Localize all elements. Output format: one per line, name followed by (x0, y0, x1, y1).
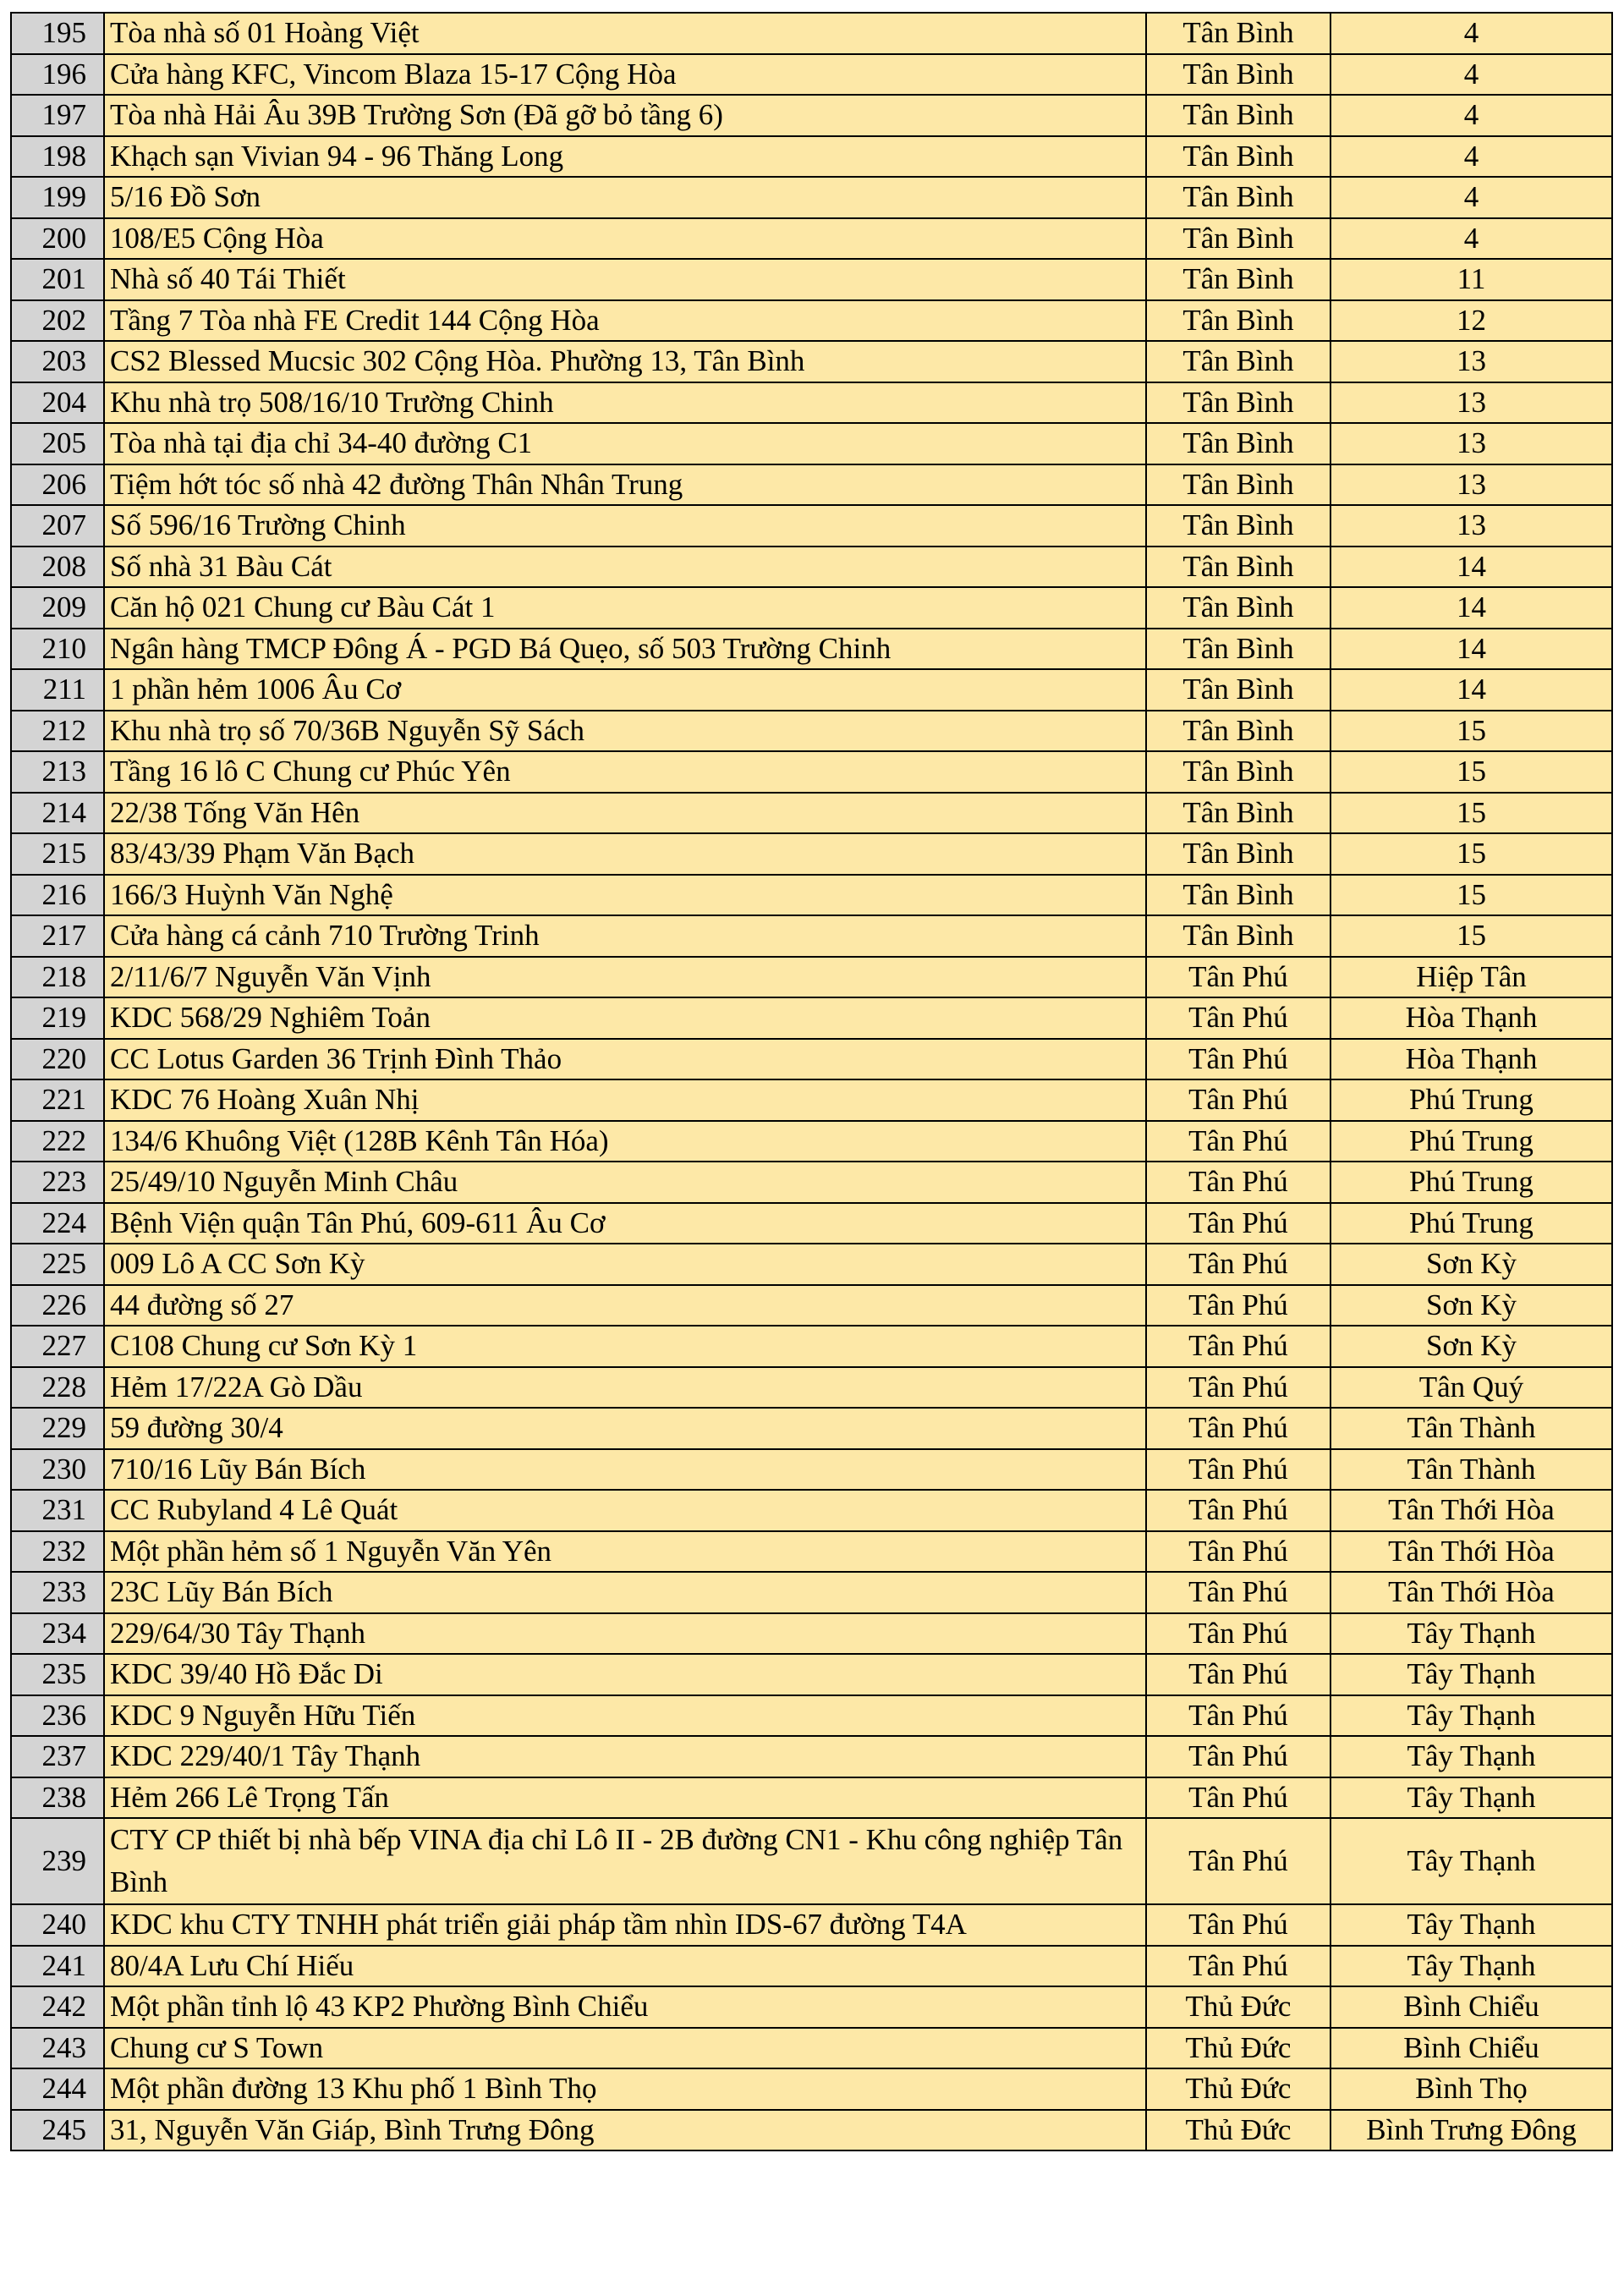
district-cell: Tân Phú (1146, 997, 1330, 1039)
row-number-cell: 226 (11, 1285, 104, 1327)
table-row (11, 300, 1612, 342)
district-cell: Tân Phú (1146, 1736, 1330, 1777)
row-number-cell: 200 (11, 218, 104, 260)
district-cell: Tân Bình (1146, 833, 1330, 875)
address-cell: Chung cư S Town (104, 2028, 1146, 2069)
table-row (11, 382, 1612, 424)
ward-cell: Bình Chiểu (1330, 2028, 1612, 2069)
row-number-cell: 212 (11, 711, 104, 752)
ward-cell: 14 (1330, 547, 1612, 588)
table-row (11, 957, 1612, 998)
district-cell: Tân Phú (1146, 1326, 1330, 1367)
address-cell: Hẻm 17/22A Gò Dầu (104, 1367, 1146, 1409)
table-row (11, 1986, 1612, 2028)
district-cell: Tân Phú (1146, 1449, 1330, 1491)
address-cell: 80/4A Lưu Chí Hiếu (104, 1946, 1146, 1987)
address-cell: 22/38 Tống Văn Hên (104, 793, 1146, 834)
row-number-cell: 231 (11, 1490, 104, 1531)
table-row (11, 13, 1612, 54)
address-cell: Khu nhà trọ 508/16/10 Trường Chinh (104, 382, 1146, 424)
ward-cell: Tân Thới Hòa (1330, 1490, 1612, 1531)
district-cell: Tân Phú (1146, 1121, 1330, 1162)
address-cell: C108 Chung cư Sơn Kỳ 1 (104, 1326, 1146, 1367)
district-cell: Tân Bình (1146, 669, 1330, 711)
table-row (11, 2028, 1612, 2069)
table-row (11, 1367, 1612, 1409)
ward-cell: Tây Thạnh (1330, 1654, 1612, 1695)
row-number-cell: 228 (11, 1367, 104, 1409)
district-cell: Tân Bình (1146, 382, 1330, 424)
district-cell: Tân Bình (1146, 464, 1330, 506)
table-row (11, 711, 1612, 752)
row-number-cell: 239 (11, 1818, 104, 1904)
table-row (11, 505, 1612, 547)
ward-cell: Hiệp Tân (1330, 957, 1612, 998)
table-row (11, 669, 1612, 711)
ward-cell: 4 (1330, 95, 1612, 136)
row-number-cell: 242 (11, 1986, 104, 2028)
address-cell: 59 đường 30/4 (104, 1408, 1146, 1449)
address-cell: Cửa hàng KFC, Vincom Blaza 15-17 Cộng Hòa (104, 54, 1146, 96)
ward-cell: 13 (1330, 341, 1612, 382)
ward-cell: Bình Trưng Đông (1330, 2110, 1612, 2151)
ward-cell: 15 (1330, 751, 1612, 793)
row-number-cell: 210 (11, 629, 104, 670)
district-cell: Tân Bình (1146, 505, 1330, 547)
address-cell: Khạch sạn Vivian 94 - 96 Thăng Long (104, 136, 1146, 178)
district-cell: Tân Bình (1146, 875, 1330, 916)
row-number-cell: 227 (11, 1326, 104, 1367)
row-number-cell: 243 (11, 2028, 104, 2069)
address-cell: Số 596/16 Trường Chinh (104, 505, 1146, 547)
ward-cell: 4 (1330, 13, 1612, 54)
table-row (11, 833, 1612, 875)
ward-cell: 15 (1330, 875, 1612, 916)
district-cell: Tân Phú (1146, 1777, 1330, 1819)
table-row (11, 997, 1612, 1039)
ward-cell: 11 (1330, 259, 1612, 300)
row-number-cell: 233 (11, 1572, 104, 1613)
ward-cell: Sơn Kỳ (1330, 1326, 1612, 1367)
table-row (11, 1244, 1612, 1285)
row-number-cell: 209 (11, 587, 104, 629)
district-cell: Tân Bình (1146, 218, 1330, 260)
address-cell: 166/3 Huỳnh Văn Nghệ (104, 875, 1146, 916)
row-number-cell: 229 (11, 1408, 104, 1449)
district-cell: Tân Phú (1146, 1490, 1330, 1531)
table-row (11, 587, 1612, 629)
row-number-cell: 211 (11, 669, 104, 711)
district-cell: Tân Bình (1146, 793, 1330, 834)
ward-cell: 12 (1330, 300, 1612, 342)
address-cell: Tầng 7 Tòa nhà FE Credit 144 Cộng Hòa (104, 300, 1146, 342)
ward-cell: 13 (1330, 382, 1612, 424)
table-row (11, 2068, 1612, 2110)
ward-cell: 4 (1330, 177, 1612, 218)
table-row (11, 1654, 1612, 1695)
table-row (11, 1326, 1612, 1367)
row-number-cell: 235 (11, 1654, 104, 1695)
row-number-cell: 207 (11, 505, 104, 547)
row-number-cell: 240 (11, 1904, 104, 1946)
table-row (11, 136, 1612, 178)
table-row (11, 95, 1612, 136)
ward-cell: 15 (1330, 915, 1612, 957)
table-row (11, 1572, 1612, 1613)
ward-cell: 14 (1330, 629, 1612, 670)
table-row (11, 793, 1612, 834)
address-cell: Nhà số 40 Tái Thiết (104, 259, 1146, 300)
table-row (11, 1203, 1612, 1244)
district-cell: Tân Phú (1146, 957, 1330, 998)
row-number-cell: 223 (11, 1162, 104, 1203)
table-row (11, 423, 1612, 464)
district-cell: Tân Bình (1146, 13, 1330, 54)
address-cell: Hẻm 266 Lê Trọng Tấn (104, 1777, 1146, 1819)
address-cell: 23C Lũy Bán Bích (104, 1572, 1146, 1613)
table-row (11, 1736, 1612, 1777)
table-row (11, 1904, 1612, 1946)
ward-cell: Phú Trung (1330, 1121, 1612, 1162)
table-row (11, 1039, 1612, 1080)
address-cell: Tòa nhà số 01 Hoàng Việt (104, 13, 1146, 54)
table-row (11, 629, 1612, 670)
ward-cell: Tây Thạnh (1330, 1736, 1612, 1777)
district-cell: Tân Phú (1146, 1285, 1330, 1327)
ward-cell: Tây Thạnh (1330, 1904, 1612, 1946)
district-cell: Tân Phú (1146, 1162, 1330, 1203)
district-cell: Tân Bình (1146, 177, 1330, 218)
table-row (11, 177, 1612, 218)
row-number-cell: 225 (11, 1244, 104, 1285)
district-cell: Tân Bình (1146, 751, 1330, 793)
ward-cell: Phú Trung (1330, 1079, 1612, 1121)
row-number-cell: 219 (11, 997, 104, 1039)
table-row (11, 54, 1612, 96)
district-cell: Thủ Đức (1146, 2068, 1330, 2110)
table-row (11, 1613, 1612, 1655)
district-cell: Tân Bình (1146, 711, 1330, 752)
address-cell: Tầng 16 lô C Chung cư Phúc Yên (104, 751, 1146, 793)
row-number-cell: 201 (11, 259, 104, 300)
ward-cell: 4 (1330, 54, 1612, 96)
address-cell: Số nhà 31 Bàu Cát (104, 547, 1146, 588)
ward-cell: Tây Thạnh (1330, 1613, 1612, 1655)
ward-cell: Tân Quý (1330, 1367, 1612, 1409)
table-row (11, 1490, 1612, 1531)
address-cell: 44 đường số 27 (104, 1285, 1146, 1327)
ward-cell: Tân Thới Hòa (1330, 1572, 1612, 1613)
district-cell: Tân Bình (1146, 915, 1330, 957)
address-cell: KDC 39/40 Hồ Đắc Di (104, 1654, 1146, 1695)
row-number-cell: 222 (11, 1121, 104, 1162)
ward-cell: Tây Thạnh (1330, 1818, 1612, 1904)
row-number-cell: 244 (11, 2068, 104, 2110)
ward-cell: 14 (1330, 587, 1612, 629)
row-number-cell: 236 (11, 1695, 104, 1737)
table-row (11, 915, 1612, 957)
table-row (11, 1285, 1612, 1327)
address-cell: 25/49/10 Nguyễn Minh Châu (104, 1162, 1146, 1203)
table-row (11, 1079, 1612, 1121)
ward-cell: Phú Trung (1330, 1162, 1612, 1203)
address-cell: KDC 76 Hoàng Xuân Nhị (104, 1079, 1146, 1121)
district-cell: Tân Phú (1146, 1818, 1330, 1904)
ward-cell: 15 (1330, 833, 1612, 875)
row-number-cell: 237 (11, 1736, 104, 1777)
ward-cell: 13 (1330, 423, 1612, 464)
ward-cell: Bình Chiểu (1330, 1986, 1612, 2028)
district-cell: Tân Phú (1146, 1079, 1330, 1121)
district-cell: Tân Phú (1146, 1039, 1330, 1080)
address-table-sheet (10, 12, 1611, 2151)
table-row (11, 1408, 1612, 1449)
ward-cell: Tây Thạnh (1330, 1777, 1612, 1819)
row-number-cell: 232 (11, 1531, 104, 1573)
table-row (11, 1449, 1612, 1491)
table-row (11, 1946, 1612, 1987)
district-cell: Tân Bình (1146, 423, 1330, 464)
address-cell: Tòa nhà tại địa chỉ 34-40 đường C1 (104, 423, 1146, 464)
district-cell: Tân Phú (1146, 1203, 1330, 1244)
address-cell: Khu nhà trọ số 70/36B Nguyễn Sỹ Sách (104, 711, 1146, 752)
district-cell: Tân Bình (1146, 54, 1330, 96)
address-cell: Một phần đường 13 Khu phố 1 Bình Thọ (104, 2068, 1146, 2110)
table-body (11, 13, 1612, 2150)
address-cell: 108/E5 Cộng Hòa (104, 218, 1146, 260)
table-row (11, 1121, 1612, 1162)
address-cell: 2/11/6/7 Nguyễn Văn Vịnh (104, 957, 1146, 998)
ward-cell: 13 (1330, 464, 1612, 506)
row-number-cell: 220 (11, 1039, 104, 1080)
district-cell: Tân Bình (1146, 547, 1330, 588)
row-number-cell: 205 (11, 423, 104, 464)
row-number-cell: 202 (11, 300, 104, 342)
table-row (11, 1531, 1612, 1573)
table-row (11, 751, 1612, 793)
table-row (11, 2110, 1612, 2151)
address-cell: Một phần tỉnh lộ 43 KP2 Phường Bình Chiểu (104, 1986, 1146, 2028)
row-number-cell: 198 (11, 136, 104, 178)
district-cell: Thủ Đức (1146, 1986, 1330, 2028)
address-cell: 1 phần hẻm 1006 Âu Cơ (104, 669, 1146, 711)
address-cell: KDC 568/29 Nghiêm Toản (104, 997, 1146, 1039)
district-cell: Tân Phú (1146, 1904, 1330, 1946)
address-cell: 009 Lô A CC Sơn Kỳ (104, 1244, 1146, 1285)
ward-cell: Tây Thạnh (1330, 1946, 1612, 1987)
row-number-cell: 215 (11, 833, 104, 875)
district-cell: Tân Phú (1146, 1695, 1330, 1737)
address-cell: Cửa hàng cá cảnh 710 Trường Trinh (104, 915, 1146, 957)
district-cell: Tân Bình (1146, 300, 1330, 342)
row-number-cell: 230 (11, 1449, 104, 1491)
address-cell: Bệnh Viện quận Tân Phú, 609-611 Âu Cơ (104, 1203, 1146, 1244)
address-cell: 134/6 Khuông Việt (128B Kênh Tân Hóa) (104, 1121, 1146, 1162)
row-number-cell: 214 (11, 793, 104, 834)
district-cell: Tân Bình (1146, 629, 1330, 670)
ward-cell: 15 (1330, 793, 1612, 834)
address-cell: CC Lotus Garden 36 Trịnh Đình Thảo (104, 1039, 1146, 1080)
address-cell: 83/43/39 Phạm Văn Bạch (104, 833, 1146, 875)
row-number-cell: 241 (11, 1946, 104, 1987)
district-cell: Thủ Đức (1146, 2110, 1330, 2151)
table-row (11, 218, 1612, 260)
district-cell: Tân Phú (1146, 1531, 1330, 1573)
row-number-cell: 197 (11, 95, 104, 136)
address-cell: Ngân hàng TMCP Đông Á - PGD Bá Quẹo, số 503 Trường Chinh (104, 629, 1146, 670)
address-cell: 5/16 Đồ Sơn (104, 177, 1146, 218)
address-cell: 229/64/30 Tây Thạnh (104, 1613, 1146, 1655)
district-cell: Tân Bình (1146, 587, 1330, 629)
table-row (11, 875, 1612, 916)
row-number-cell: 218 (11, 957, 104, 998)
district-cell: Tân Phú (1146, 1244, 1330, 1285)
address-table (10, 12, 1613, 2151)
district-cell: Tân Bình (1146, 341, 1330, 382)
ward-cell: Tân Thới Hòa (1330, 1531, 1612, 1573)
address-cell: KDC 9 Nguyễn Hữu Tiến (104, 1695, 1146, 1737)
address-cell: Căn hộ 021 Chung cư Bàu Cát 1 (104, 587, 1146, 629)
row-number-cell: 217 (11, 915, 104, 957)
row-number-cell: 234 (11, 1613, 104, 1655)
ward-cell: Hòa Thạnh (1330, 1039, 1612, 1080)
row-number-cell: 245 (11, 2110, 104, 2151)
table-row (11, 1162, 1612, 1203)
row-number-cell: 238 (11, 1777, 104, 1819)
district-cell: Tân Phú (1146, 1572, 1330, 1613)
address-cell: CC Rubyland 4 Lê Quát (104, 1490, 1146, 1531)
row-number-cell: 203 (11, 341, 104, 382)
district-cell: Tân Phú (1146, 1946, 1330, 1987)
address-cell: CS2 Blessed Mucsic 302 Cộng Hòa. Phường 13, Tân Bình (104, 341, 1146, 382)
district-cell: Tân Phú (1146, 1613, 1330, 1655)
row-number-cell: 206 (11, 464, 104, 506)
address-cell: KDC khu CTY TNHH phát triển giải pháp tầm nhìn IDS-67 đường T4A (104, 1904, 1146, 1946)
table-row (11, 464, 1612, 506)
table-row (11, 341, 1612, 382)
district-cell: Tân Phú (1146, 1408, 1330, 1449)
address-cell: Một phần hẻm số 1 Nguyễn Văn Yên (104, 1531, 1146, 1573)
district-cell: Tân Bình (1146, 95, 1330, 136)
row-number-cell: 208 (11, 547, 104, 588)
address-cell: Tiệm hớt tóc số nhà 42 đường Thân Nhân Trung (104, 464, 1146, 506)
table-row (11, 1695, 1612, 1737)
district-cell: Tân Bình (1146, 259, 1330, 300)
ward-cell: Tân Thành (1330, 1449, 1612, 1491)
ward-cell: Sơn Kỳ (1330, 1244, 1612, 1285)
table-row (11, 1818, 1612, 1904)
address-cell: 31, Nguyễn Văn Giáp, Bình Trưng Đông (104, 2110, 1146, 2151)
ward-cell: 4 (1330, 136, 1612, 178)
row-number-cell: 224 (11, 1203, 104, 1244)
ward-cell: Phú Trung (1330, 1203, 1612, 1244)
row-number-cell: 213 (11, 751, 104, 793)
address-cell: CTY CP thiết bị nhà bếp VINA địa chỉ Lô II - 2B đường CN1 - Khu công nghiệp Tân Bình (104, 1818, 1146, 1904)
row-number-cell: 195 (11, 13, 104, 54)
ward-cell: Tân Thành (1330, 1408, 1612, 1449)
table-row (11, 1777, 1612, 1819)
district-cell: Tân Phú (1146, 1654, 1330, 1695)
district-cell: Tân Phú (1146, 1367, 1330, 1409)
ward-cell: Hòa Thạnh (1330, 997, 1612, 1039)
ward-cell: 13 (1330, 505, 1612, 547)
row-number-cell: 221 (11, 1079, 104, 1121)
row-number-cell: 199 (11, 177, 104, 218)
district-cell: Thủ Đức (1146, 2028, 1330, 2069)
table-row (11, 547, 1612, 588)
ward-cell: 14 (1330, 669, 1612, 711)
row-number-cell: 216 (11, 875, 104, 916)
ward-cell: Sơn Kỳ (1330, 1285, 1612, 1327)
row-number-cell: 196 (11, 54, 104, 96)
table-row (11, 259, 1612, 300)
district-cell: Tân Bình (1146, 136, 1330, 178)
ward-cell: 4 (1330, 218, 1612, 260)
row-number-cell: 204 (11, 382, 104, 424)
ward-cell: Tây Thạnh (1330, 1695, 1612, 1737)
ward-cell: 15 (1330, 711, 1612, 752)
ward-cell: Bình Thọ (1330, 2068, 1612, 2110)
address-cell: Tòa nhà Hải Âu 39B Trường Sơn (Đã gỡ bỏ tầng 6) (104, 95, 1146, 136)
address-cell: 710/16 Lũy Bán Bích (104, 1449, 1146, 1491)
address-cell: KDC 229/40/1 Tây Thạnh (104, 1736, 1146, 1777)
